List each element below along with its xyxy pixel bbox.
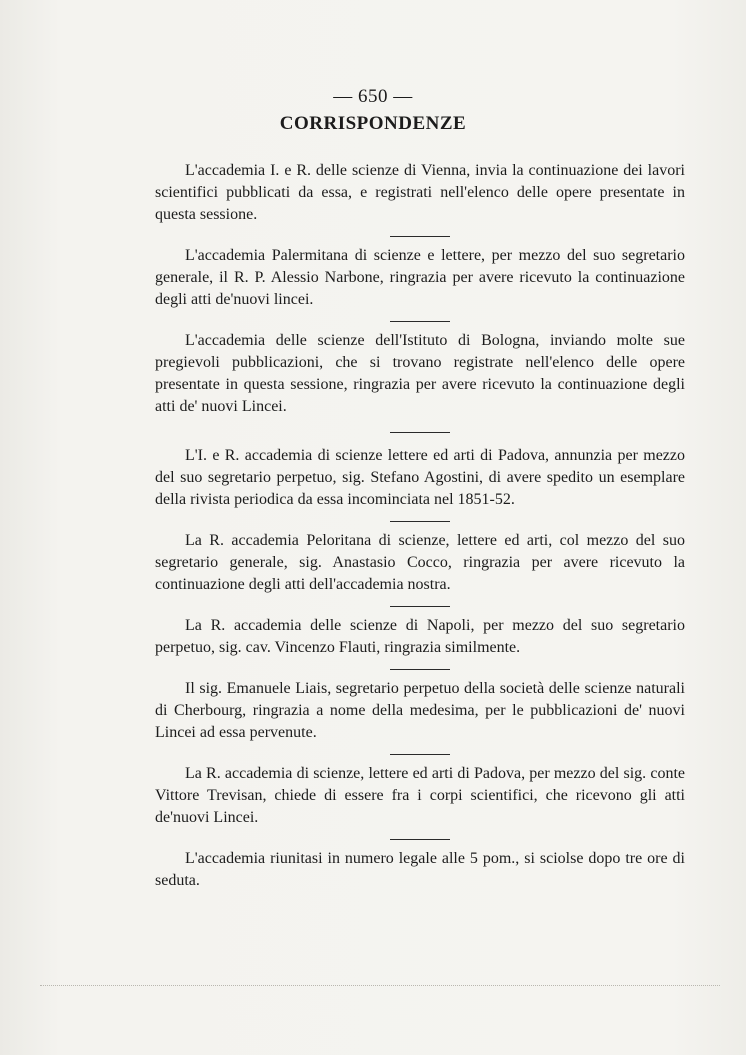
entry-palermo: L'accademia Palermitana di scienze e lettere, per mezzo del suo segretario generale, il R. P. Alessio Narbone, ringrazia per avere ricevuto la continuazione degli atti de'nuovi lincei.: [155, 247, 685, 308]
entry-closing: L'accademia riunitasi in numero legale alle 5 pom., si sciolse dopo tre ore di seduta.: [155, 850, 685, 889]
page-bottom-edge: [40, 985, 720, 986]
separator-rule: [390, 432, 450, 433]
entry-padova-1: L'I. e R. accademia di scienze lettere ed arti di Padova, annunzia per mezzo del suo segretario perpetuo, sig. Stefano Agostini, di avere spedito un esemplare della rivista periodica da essa incominciata nel 1851-52.: [155, 447, 685, 508]
separator-rule: [390, 236, 450, 237]
entry-padova-2: La R. accademia di scienze, lettere ed arti di Padova, per mezzo del sig. conte Vittore Trevisan, chiede di essere fra i corpi scientifici, che ricevono gli atti de'nuovi Lincei.: [155, 765, 685, 826]
entry-messina: La R. accademia Peloritana di scienze, lettere ed arti, col mezzo del suo segretario generale, sig. Anastasio Cocco, ringrazia per avere ricevuto la continuazione degli atti dell'accademia nostra.: [155, 532, 685, 593]
separator-rule: [390, 606, 450, 607]
correspondence-body: [155, 160, 685, 892]
entry-bologna: L'accademia delle scienze dell'Istituto di Bologna, inviando molte sue pregievoli pubblicazioni, che si trovano registrate nell'elenco delle opere presentate in questa sessione, ringrazia per avere ricevuto la continuazione degli atti de' nuovi Lincei.: [155, 332, 685, 415]
entry-vienna: L'accademia I. e R. delle scienze di Vienna, invia la continuazione dei lavori scientifici pubblicati da essa, e registrati nell'elenco delle opere presentate in questa sessione.: [155, 162, 685, 223]
entry-napoli: La R. accademia delle scienze di Napoli, per mezzo del suo segretario perpetuo, sig. cav. Vincenzo Flauti, ringrazia similmente.: [155, 617, 685, 656]
separator-rule: [390, 669, 450, 670]
separator-rule: [390, 321, 450, 322]
separator-rule: [390, 754, 450, 755]
entry-cherbourg: Il sig. Emanuele Liais, segretario perpetuo della società delle scienze naturali di Cherbourg, ringrazia a nome della medesima, per le pubblicazioni de' nuovi Lincei ad essa pervenute.: [155, 680, 685, 741]
separator-rule: [390, 521, 450, 522]
section-heading: CORRISPONDENZE: [279, 113, 467, 134]
separator-rule: [390, 839, 450, 840]
page-number: — 650 —: [333, 86, 413, 107]
